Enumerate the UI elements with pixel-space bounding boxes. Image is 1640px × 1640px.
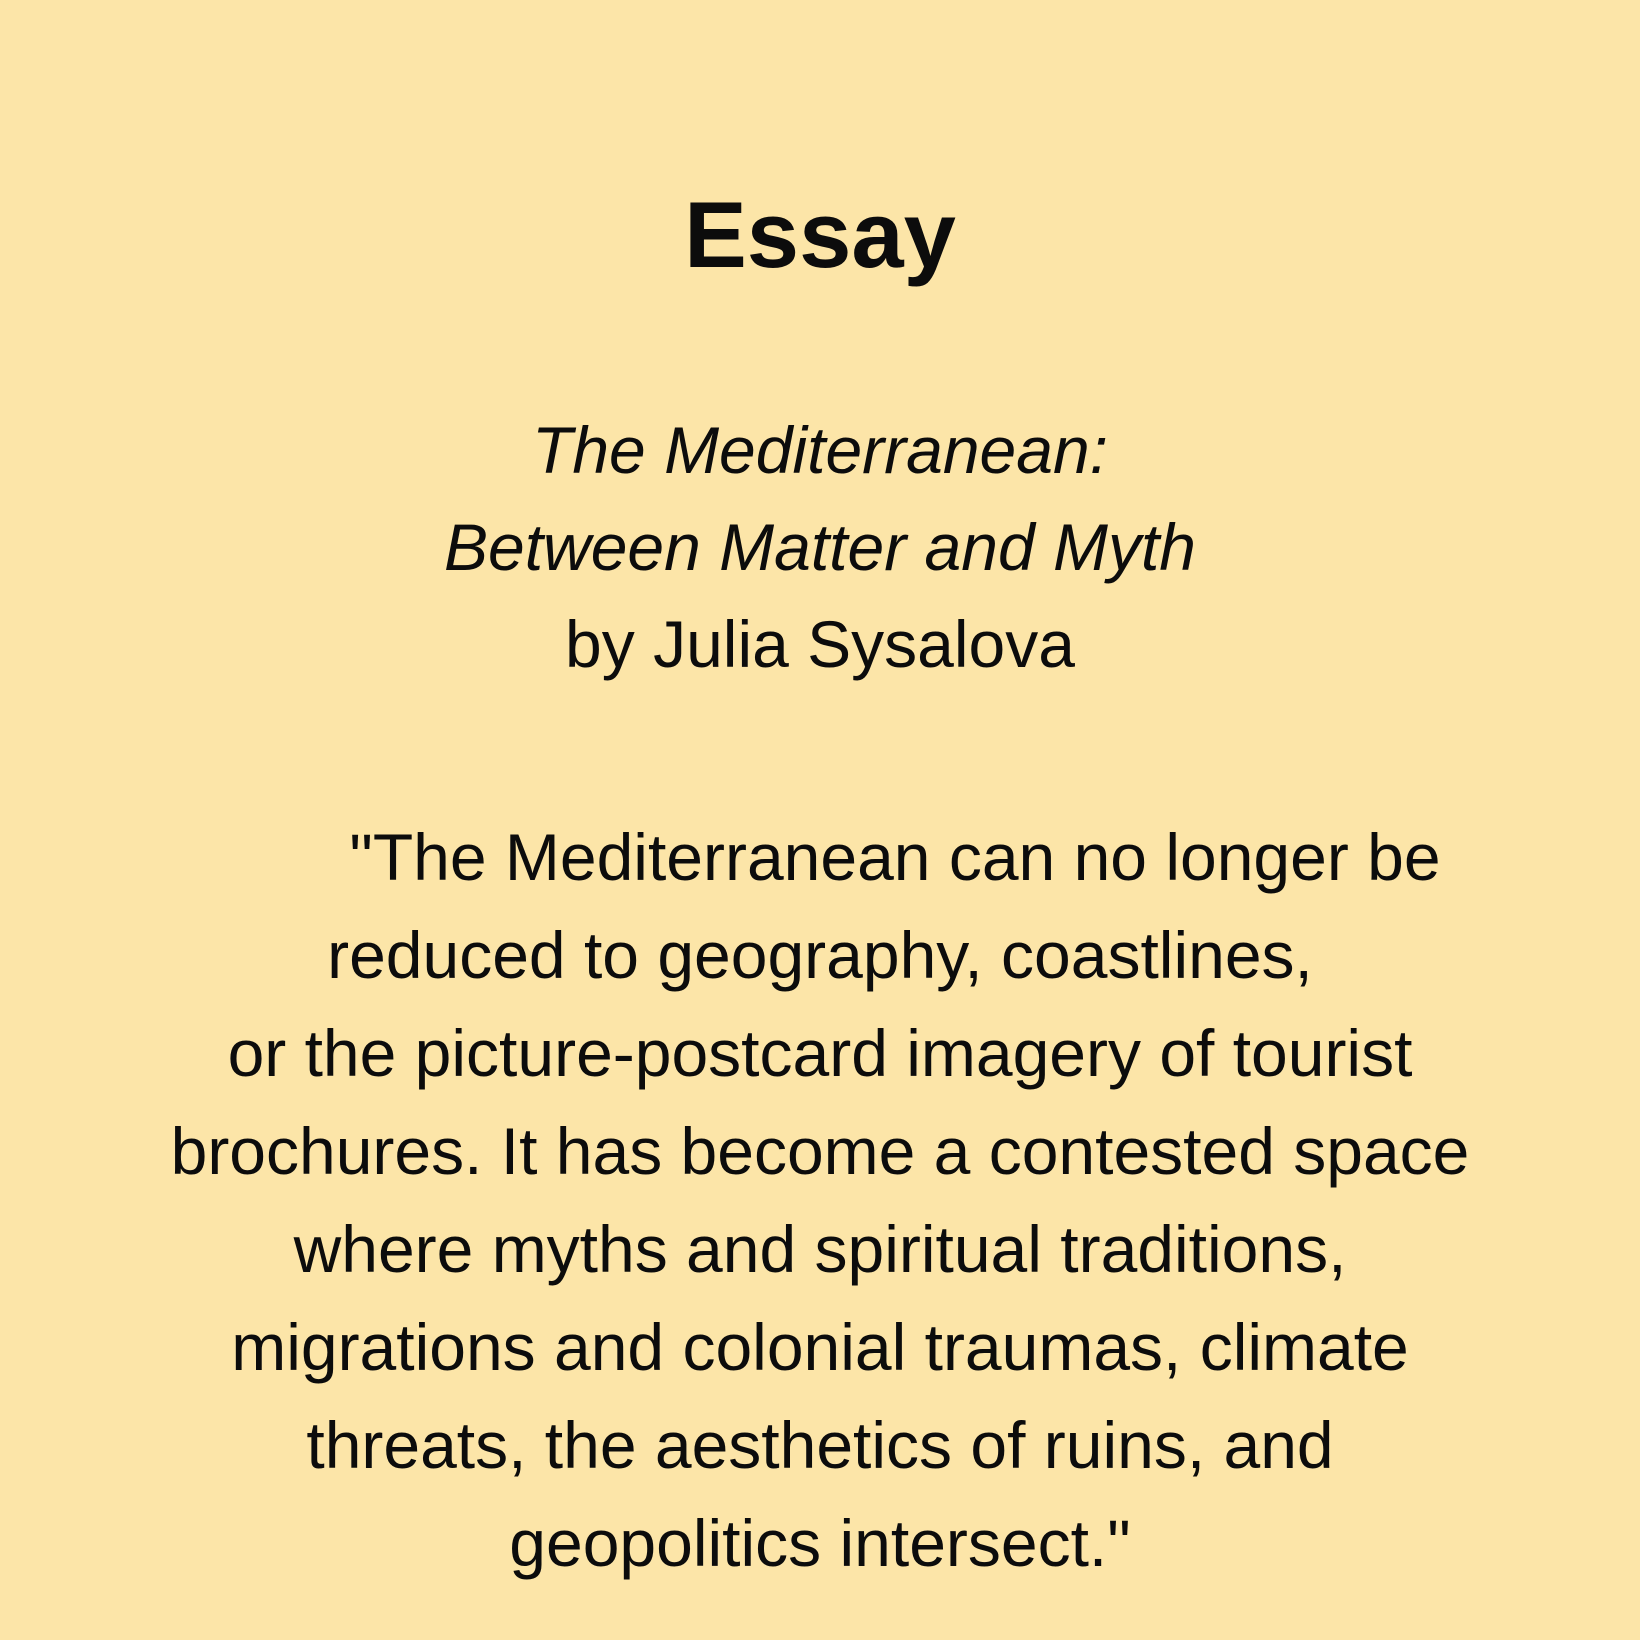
quote-line: "The Mediterranean can no longer be [349, 820, 1441, 894]
quote-line: or the picture-postcard imagery of tourist [227, 1016, 1413, 1090]
essay-meta [0, 402, 1640, 693]
quote-line: where myths and spiritual traditions, [293, 1212, 1347, 1286]
essay-title-line-1: The Mediterranean: [532, 413, 1108, 487]
quote-line: reduced to geography, coastlines, [327, 918, 1313, 992]
section-heading: Essay [684, 182, 956, 287]
essay-byline: by Julia Sysalova [565, 607, 1075, 681]
quote-line: brochures. It has become a contested space [170, 1114, 1470, 1188]
quote-line: migrations and colonial traumas, climate [231, 1310, 1409, 1384]
quote-line: threats, the aesthetics of ruins, and [306, 1408, 1334, 1482]
essay-title-line-2: Between Matter and Myth [443, 510, 1197, 584]
essay-quote [60, 808, 1580, 1592]
quote-line: geopolitics intersect." [509, 1506, 1131, 1580]
